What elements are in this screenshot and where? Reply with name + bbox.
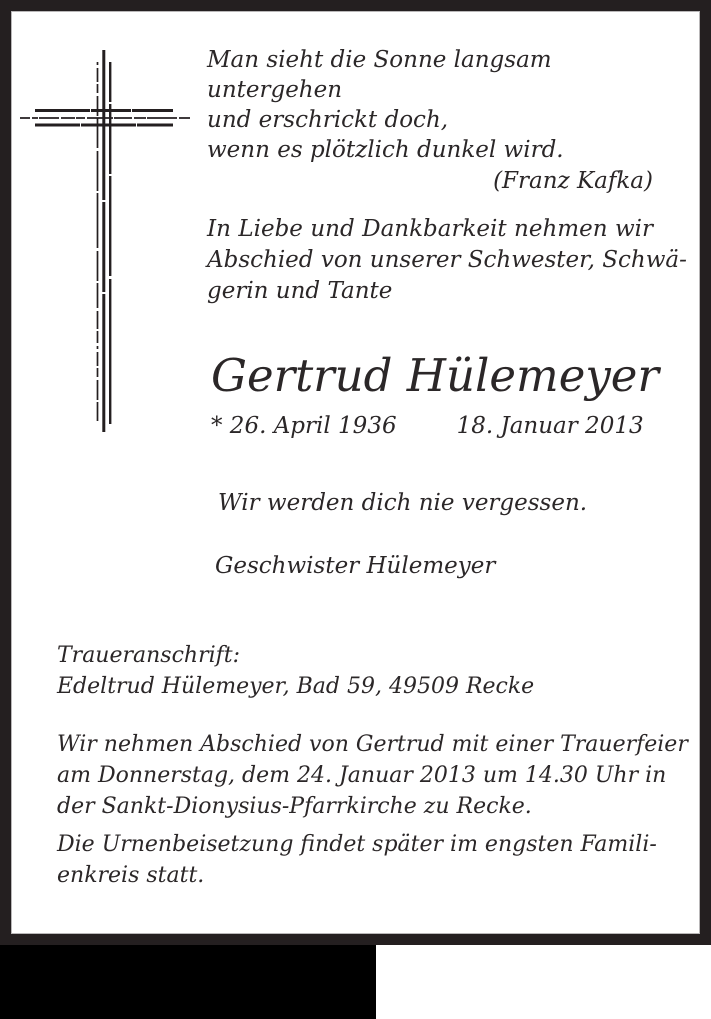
deceased-name: Gertrud Hülemeyer (211, 349, 659, 402)
mourning-address (57, 640, 654, 702)
service-line: Wir nehmen Abschied von Gertrud mit einer Trauerfeier (57, 732, 688, 757)
quote-line: und erschrickt doch, (207, 107, 449, 133)
life-dates (211, 411, 644, 441)
intro-line: gerin und Tante (207, 278, 393, 304)
death-date: 18. Januar 2013 (456, 413, 644, 439)
burial-line: enkreis statt. (57, 863, 205, 888)
farewell-text: Wir werden dich nie vergessen. (218, 490, 588, 516)
service-line: der Sankt-Dionysius-Pfarrkirche zu Recke. (57, 794, 532, 819)
birth-date: * 26. April 1936 (211, 413, 397, 439)
memorial-quote (207, 45, 653, 196)
burial-info (57, 829, 657, 891)
bottom-black-bar (0, 945, 376, 1019)
intro-line: In Liebe und Dankbarkeit nehmen wir (207, 216, 653, 242)
intro-text (207, 214, 687, 307)
address-label: Traueranschrift: (57, 643, 241, 668)
quote-line: wenn es plötzlich dunkel wird. (207, 137, 564, 163)
mourners-name: Geschwister Hülemeyer (215, 553, 496, 579)
address-value: Edeltrud Hülemeyer, Bad 59, 49509 Recke (57, 674, 535, 699)
quote-attribution: (Franz Kafka) (493, 168, 653, 194)
burial-line: Die Urnenbeisetzung findet später im engsten Famili- (57, 832, 657, 857)
intro-line: Abschied von unserer Schwester, Schwä- (207, 247, 687, 273)
quote-line: Man sieht die Sonne langsam untergehen (207, 47, 552, 103)
service-line: am Donnerstag, dem 24. Januar 2013 um 14.30 Uhr in (57, 763, 667, 788)
service-info (57, 729, 688, 822)
cross-icon (0, 0, 200, 440)
